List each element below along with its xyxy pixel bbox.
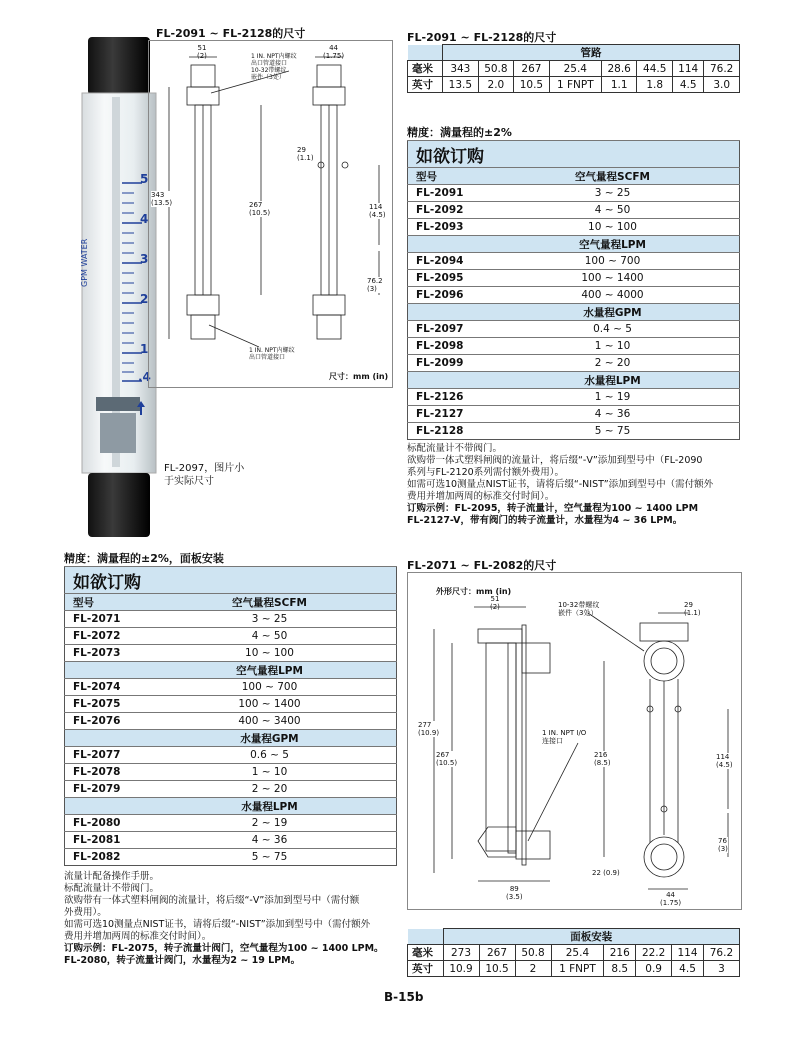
- dim-76: 76.2: [367, 277, 383, 285]
- range-cell: 1 ~ 19: [486, 389, 740, 406]
- range-cell: 2 ~ 19: [143, 815, 397, 832]
- pipe-cell: 1.8: [637, 77, 673, 93]
- panel-cell: 10.9: [443, 961, 479, 977]
- section-title: 水量程LPM: [486, 372, 740, 389]
- model-cell: FL-2098: [408, 338, 487, 355]
- dim-51: 51: [197, 44, 207, 52]
- panel-cell: 0.9: [636, 961, 672, 977]
- section-title: 空气量程SCFM: [143, 594, 397, 611]
- dim2-76: 76: [718, 837, 727, 845]
- range-cell: 2 ~ 20: [486, 355, 740, 372]
- order-table-2: [64, 566, 397, 866]
- dimension-drawing-2: [407, 572, 742, 910]
- top-left-caption: FL-2091 ~ FL-2128的尺寸: [156, 27, 306, 40]
- panel-cell: 273: [443, 945, 479, 961]
- note-npt-in-1: 1 IN. NPT内螺纹: [249, 347, 295, 354]
- dim2-44-in: (1.75): [660, 899, 682, 907]
- pipe-row-mm-label: 毫米: [408, 61, 443, 77]
- pipe-cell: 1.1: [601, 77, 637, 93]
- flowmeter-photo: [78, 37, 158, 537]
- section-title: 空气量程SCFM: [486, 168, 740, 185]
- scale-label-3: 3: [140, 252, 149, 266]
- page-number: B-15b: [384, 990, 424, 1004]
- dim-29-in: (1.1): [297, 154, 314, 162]
- dim2-267-in: (10.5): [436, 759, 458, 767]
- dim-44: 44: [329, 44, 338, 52]
- dim2-277-in: (10.9): [418, 729, 440, 737]
- dim2-277: 277: [418, 721, 432, 729]
- notes-2: 流量计配备操作手册。 标配流量计不带阀门。 欲购带有一体式塑料闸阀的流量计，将后缀“-V”添加到型号中（需付额 外费用）。 如需可选10测量点NIST证书，请将后缀“-NIST”添加到型号中（需付额外 费用并增加两周的标准交付时间）。 订购示例：FL-2075，转子流量计阀门，空气量程为100 ~ 1400 LPM。 FL-2080，转子流量计阀门，水量程为2 ~ 19 LPM。: [64, 871, 384, 966]
- dim2-114-in: (4.5): [716, 761, 733, 769]
- model-cell: FL-2075: [65, 696, 144, 713]
- panel-cell: 22.2: [636, 945, 672, 961]
- model-cell: FL-2078: [65, 764, 144, 781]
- model-cell: FL-2099: [408, 355, 487, 372]
- order-table-1-title: 如欲订购: [408, 141, 740, 168]
- range-cell: 100 ~ 700: [486, 253, 740, 270]
- note-npt-out-1: 1 IN. NPT内螺纹: [251, 53, 297, 60]
- pipe-cell: 13.5: [443, 77, 479, 93]
- range-cell: 4 ~ 50: [486, 202, 740, 219]
- note-npt-out-2: 出口管道接口: [251, 60, 288, 67]
- dim-44-in: (1.75): [323, 52, 345, 60]
- model-cell: FL-2080: [65, 815, 144, 832]
- dim2-51-in: (2): [490, 603, 500, 611]
- range-cell: 5 ~ 75: [143, 849, 397, 866]
- range-cell: 400 ~ 3400: [143, 713, 397, 730]
- scale-label-04: .4: [138, 370, 151, 384]
- unit-label-1: 尺寸：mm (in): [329, 372, 389, 381]
- pipe-cell: 25.4: [549, 61, 601, 77]
- pipe-cell: 267: [514, 61, 550, 77]
- range-cell: 2 ~ 20: [143, 781, 397, 798]
- dim2-89-in: (3.5): [506, 893, 523, 901]
- col-model: 型号: [65, 594, 144, 611]
- dimension-drawing-1: [148, 40, 393, 388]
- model-cell: FL-2082: [65, 849, 144, 866]
- section-title: 水量程LPM: [143, 798, 397, 815]
- note-insert-1: 10-32带螺纹: [251, 67, 287, 74]
- model-cell: FL-2072: [65, 628, 144, 645]
- note2-insert-1: 10-32带螺纹: [558, 601, 600, 609]
- dim-114: 114: [369, 203, 383, 211]
- panel-cell: 50.8: [515, 945, 551, 961]
- model-cell: FL-2077: [65, 747, 144, 764]
- panel-cell: 114: [672, 945, 704, 961]
- pipe-cell: 50.8: [478, 61, 514, 77]
- accuracy-1: 精度：满量程的±2%: [407, 126, 512, 139]
- panel-cell: 4.5: [672, 961, 704, 977]
- scale-side-text: GPM WATER: [80, 238, 89, 287]
- model-cell: FL-2076: [65, 713, 144, 730]
- panel-cell: 10.5: [479, 961, 515, 977]
- dim2-76-in: (3): [718, 845, 728, 853]
- dim2-29: 29: [684, 601, 693, 609]
- panel-dimension-table: [407, 928, 740, 977]
- model-cell: FL-2073: [65, 645, 144, 662]
- dim-343-in: (13.5): [151, 199, 173, 207]
- range-cell: 100 ~ 700: [143, 679, 397, 696]
- order-table-1: [407, 140, 740, 440]
- range-cell: 3 ~ 25: [143, 611, 397, 628]
- scale-label-5: 5: [140, 172, 149, 186]
- model-cell: FL-2097: [408, 321, 487, 338]
- bottom-right-caption: FL-2071 ~ FL-2082的尺寸: [407, 559, 557, 572]
- range-cell: 4 ~ 36: [143, 832, 397, 849]
- note2-npt-1: 1 IN. NPT I/O: [542, 729, 587, 737]
- model-cell: FL-2127: [408, 406, 487, 423]
- pipe-row-in-label: 英寸: [408, 77, 443, 93]
- range-cell: 10 ~ 100: [143, 645, 397, 662]
- col-model: 型号: [408, 168, 487, 185]
- range-cell: 3 ~ 25: [486, 185, 740, 202]
- note-insert-2: 嵌件（3处）: [251, 74, 285, 81]
- model-cell: FL-2095: [408, 270, 487, 287]
- dim2-267: 267: [436, 751, 450, 759]
- panel-row-mm-label: 毫米: [408, 945, 444, 961]
- panel-cell: 25.4: [551, 945, 604, 961]
- model-cell: FL-2092: [408, 202, 487, 219]
- range-cell: 0.4 ~ 5: [486, 321, 740, 338]
- panel-cell: 267: [479, 945, 515, 961]
- panel-cell: 216: [604, 945, 636, 961]
- dim-114-in: (4.5): [369, 211, 386, 219]
- range-cell: 100 ~ 1400: [143, 696, 397, 713]
- pipe-table-header: 管路: [443, 45, 740, 61]
- panel-cell: 1 FNPT: [551, 961, 604, 977]
- scale-label-4: 4: [140, 212, 149, 226]
- section-title: 空气量程LPM: [486, 236, 740, 253]
- model-cell: FL-2093: [408, 219, 487, 236]
- dim2-216-in: (8.5): [594, 759, 611, 767]
- pipe-dimension-table: [407, 44, 740, 93]
- dim2-22: 22 (0.9): [592, 869, 620, 877]
- pipe-cell: 2.0: [478, 77, 514, 93]
- panel-cell: 3: [703, 961, 739, 977]
- panel-cell: 2: [515, 961, 551, 977]
- model-cell: FL-2079: [65, 781, 144, 798]
- photo-caption: FL-2097，图片小 于实际尺寸: [164, 463, 245, 487]
- range-cell: 4 ~ 36: [486, 406, 740, 423]
- dim-29: 29: [297, 146, 306, 154]
- dim-267: 267: [249, 201, 263, 209]
- pipe-cell: 3.0: [704, 77, 740, 93]
- pipe-cell: 1 FNPT: [549, 77, 601, 93]
- panel-cell: 76.2: [703, 945, 739, 961]
- model-cell: FL-2091: [408, 185, 487, 202]
- panel-table-header: 面板安装: [443, 929, 739, 945]
- dim-267-in: (10.5): [249, 209, 271, 217]
- pipe-cell: 4.5: [672, 77, 703, 93]
- section-title: 水量程GPM: [143, 730, 397, 747]
- top-right-caption: FL-2091 ~ FL-2128的尺寸: [407, 31, 557, 44]
- model-cell: FL-2128: [408, 423, 487, 440]
- model-cell: FL-2096: [408, 287, 487, 304]
- range-cell: 0.6 ~ 5: [143, 747, 397, 764]
- model-cell: FL-2081: [65, 832, 144, 849]
- model-cell: FL-2074: [65, 679, 144, 696]
- dim2-89: 89: [509, 885, 519, 893]
- pipe-cell: 114: [672, 61, 703, 77]
- model-cell: FL-2071: [65, 611, 144, 628]
- range-cell: 100 ~ 1400: [486, 270, 740, 287]
- range-cell: 10 ~ 100: [486, 219, 740, 236]
- range-cell: 1 ~ 10: [486, 338, 740, 355]
- dim-343: 343: [151, 191, 165, 199]
- section-title: 空气量程LPM: [143, 662, 397, 679]
- note2-npt-2: 连接口: [542, 737, 563, 745]
- range-cell: 1 ~ 10: [143, 764, 397, 781]
- model-cell: FL-2126: [408, 389, 487, 406]
- panel-cell: 8.5: [604, 961, 636, 977]
- scale-label-2: 2: [140, 292, 149, 306]
- range-cell: 4 ~ 50: [143, 628, 397, 645]
- accuracy-2: 精度：满量程的±2%，面板安装: [64, 552, 224, 565]
- dim2-29-in: (1.1): [684, 609, 701, 617]
- dim-76-in: (3): [367, 285, 377, 293]
- dim-51-in: (2): [197, 52, 207, 60]
- pipe-cell: 10.5: [514, 77, 550, 93]
- pipe-cell: 44.5: [637, 61, 673, 77]
- range-cell: 400 ~ 4000: [486, 287, 740, 304]
- pipe-cell: 76.2: [704, 61, 740, 77]
- dim2-44: 44: [666, 891, 675, 899]
- scale-label-1: 1: [140, 342, 149, 356]
- pipe-cell: 343: [443, 61, 479, 77]
- dim2-114: 114: [716, 753, 730, 761]
- model-cell: FL-2094: [408, 253, 487, 270]
- note2-insert-2: 嵌件（3处）: [558, 609, 598, 617]
- dim2-216: 216: [594, 751, 608, 759]
- note-npt-in-2: 出口管道接口: [249, 354, 286, 361]
- outer-dim-label: 外形尺寸：mm (in): [436, 587, 512, 596]
- dim2-51: 51: [490, 595, 500, 603]
- order-table-2-title: 如欲订购: [65, 567, 397, 594]
- panel-row-in-label: 英寸: [408, 961, 444, 977]
- section-title: 水量程GPM: [486, 304, 740, 321]
- notes-1: 标配流量计不带阀门。 欲购带一体式塑料闸阀的流量计，将后缀“-V”添加到型号中（FL-2090 系列与FL-2120系列需付额外费用）。 如需可选10测量点NIST证书，请将后缀“-NIST”添加到型号中（需付额外 费用并增加两周的标准交付时间）。 订购示例：FL-2095，转子流量计，空气量程为100 ~ 1400 LPM FL-2127-V，带有阀门的转子流量计，水量程为4 ~ 36 LPM。: [407, 443, 714, 526]
- range-cell: 5 ~ 75: [486, 423, 740, 440]
- pipe-cell: 28.6: [601, 61, 637, 77]
